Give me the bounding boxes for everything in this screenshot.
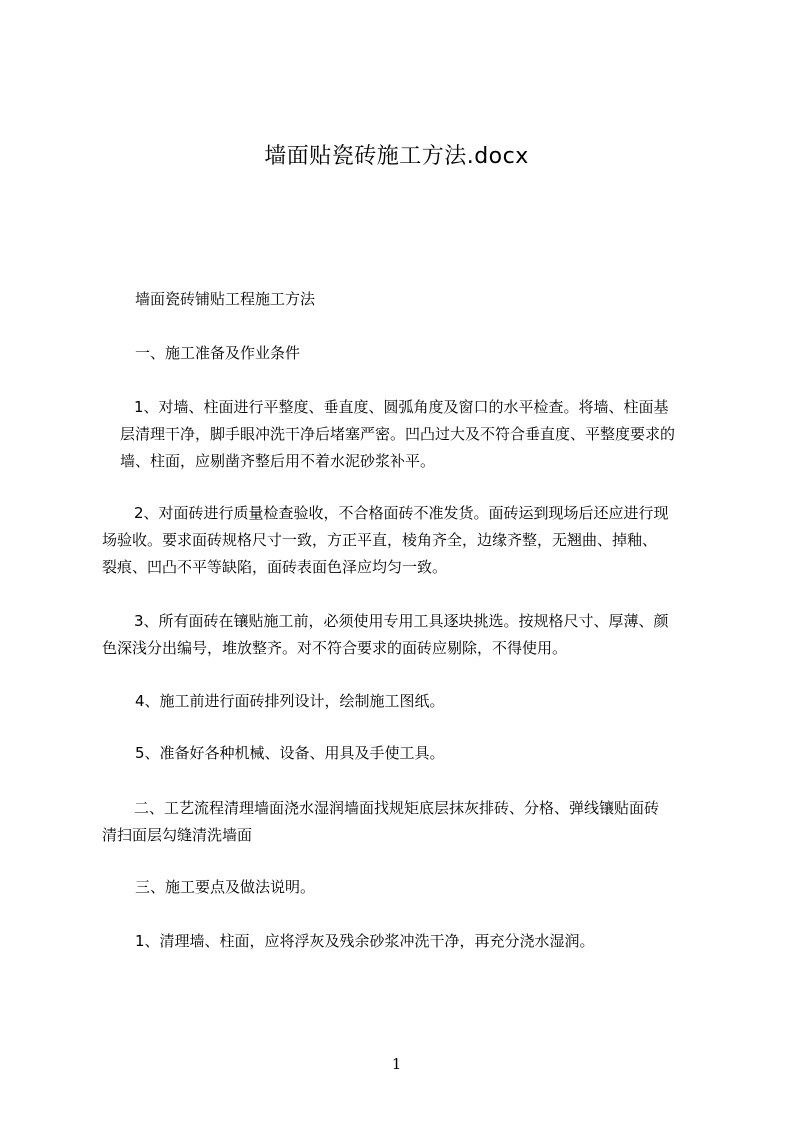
paragraph-line: 色深浅分出编号，堆放整齐。对不符合要求的面砖应剔除，不得使用。 — [102, 639, 568, 657]
paragraph-line: 1、清理墙、柱面，应将浮灰及残余砂浆冲洗干净，再充分浇水湿润。 — [135, 932, 595, 950]
paragraph-line: 一、施工准备及作业条件 — [135, 344, 301, 362]
paragraph-section-1 — [135, 340, 715, 367]
document-title: 墙面贴瓷砖施工方法.docx — [264, 144, 529, 169]
paragraph-line: 墙面瓷砖铺贴工程施工方法 — [135, 290, 316, 308]
paragraph-heading-main — [135, 286, 715, 313]
page-number: 1 — [391, 1055, 402, 1073]
paragraph-line: 1、对墙、柱面进行平整度、垂直度、圆弧角度及窗口的水平检查。将墙、柱面基 — [134, 398, 669, 416]
paragraph-item-1-2 — [102, 500, 714, 581]
paragraph-line: 裂痕、凹凸不平等缺陷，面砖表面色泽应均匀一致。 — [102, 558, 448, 576]
paragraph-item-1-3 — [102, 608, 714, 662]
paragraph-line: 清扫面层勾缝清洗墙面 — [102, 826, 253, 844]
paragraph-line: 4、施工前进行面砖排列设计，绘制施工图纸。 — [135, 692, 445, 710]
paragraph-section-3 — [135, 874, 715, 901]
paragraph-item-1-5 — [135, 740, 715, 767]
paragraph-line: 3、所有面砖在镶贴施工前，必须使用专用工具逐块挑选。按规格尺寸、厚薄、颜 — [134, 612, 669, 630]
paragraph-line: 二、工艺流程清理墙面浇水湿润墙面找规矩底层抹灰排砖、分格、弹线镶贴面砖 — [134, 799, 660, 817]
paragraph-item-1-1 — [120, 394, 714, 475]
paragraph-line: 层清理干净，脚手眼冲洗干净后堵塞严密。凹凸过大及不符合垂直度、平整度要求的 — [120, 425, 676, 443]
paragraph-line: 三、施工要点及做法说明。 — [135, 878, 316, 896]
paragraph-item-1-4 — [135, 688, 715, 715]
paragraph-line: 墙、柱面，应剔凿齐整后用不着水泥砂浆补平。 — [120, 452, 436, 470]
paragraph-line: 2、对面砖进行质量检查验收，不合格面砖不准发货。面砖运到现场后还应进行现 — [134, 504, 669, 522]
paragraph-section-2 — [102, 795, 714, 849]
paragraph-line: 5、准备好各种机械、设备、用具及手使工具。 — [135, 744, 445, 762]
paragraph-item-3-1 — [135, 928, 715, 955]
paragraph-line: 场验收。要求面砖规格尺寸一致，方正平直，棱角齐全，边缘齐整，无翘曲、掉釉、 — [102, 531, 658, 549]
